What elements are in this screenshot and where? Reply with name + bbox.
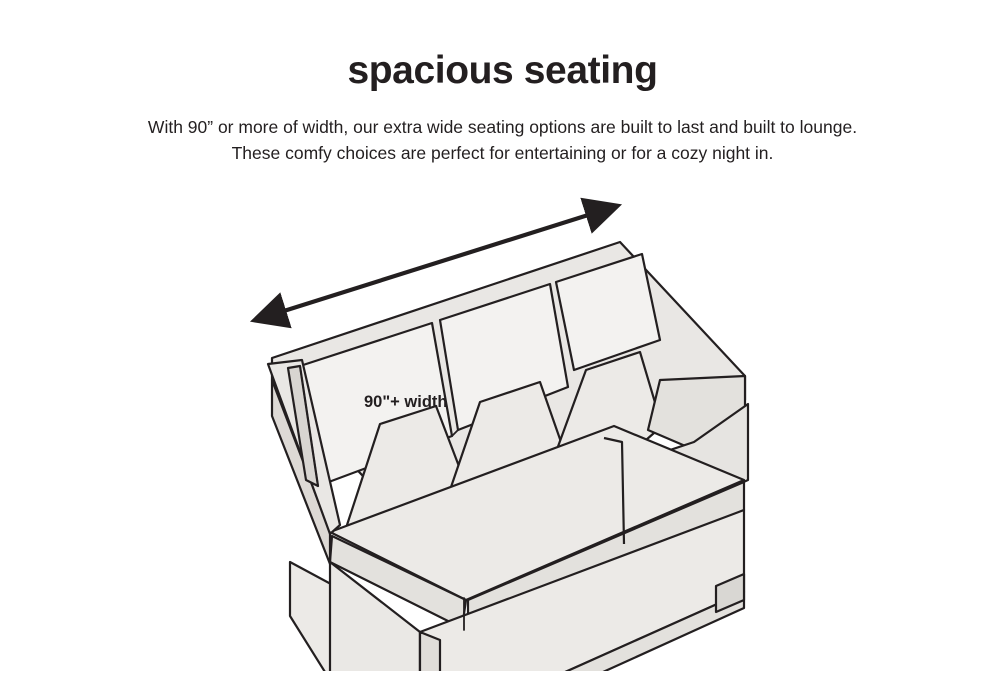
sofa-line-drawing-svg — [0, 180, 1005, 671]
description-text — [50, 114, 955, 167]
sofa-body — [268, 242, 748, 671]
page-title: spacious seating — [347, 49, 658, 92]
description-line-2: These comfy choices are perfect for entertaining or for a cozy night in. — [231, 143, 774, 164]
sofa-diagram — [0, 180, 1005, 671]
dimension-label: 90"+ width — [364, 393, 448, 411]
description-line-1: With 90” or more of width, our extra wide seating options are built to last and built to lounge. — [147, 117, 858, 137]
